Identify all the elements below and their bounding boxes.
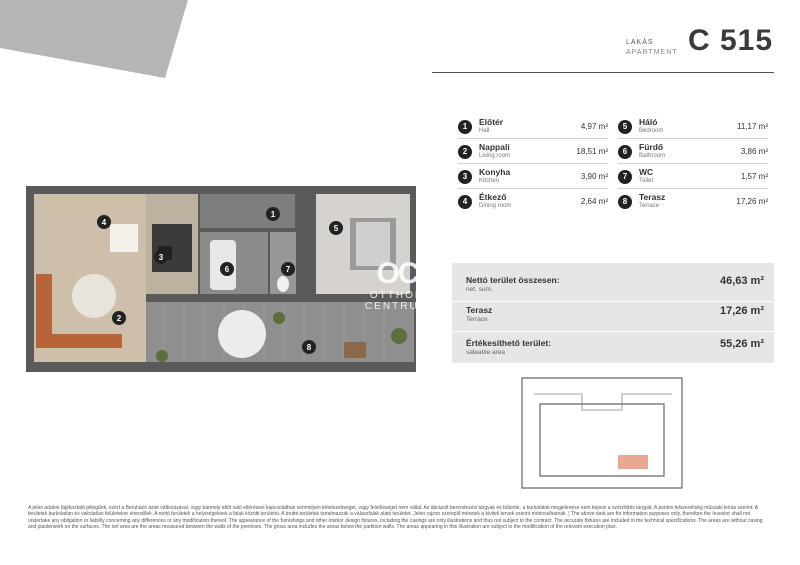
room-name-en: Terrace	[639, 203, 660, 209]
room-divider	[618, 188, 768, 189]
svg-text:6: 6	[224, 265, 230, 274]
apartment-location-highlight	[618, 455, 648, 469]
room-name: WC	[639, 167, 654, 177]
room-divider	[458, 188, 608, 189]
toilet	[277, 276, 289, 292]
svg-text:2: 2	[116, 314, 122, 323]
room-area: 1,57 m²	[740, 172, 768, 181]
parasol	[218, 310, 266, 358]
room-divider	[618, 163, 768, 164]
room-name-en: Toilet	[639, 178, 654, 184]
room-name-en: Dining room	[479, 203, 512, 209]
net-area-sublabel: net. sum.	[466, 286, 493, 293]
room-name: Előtér	[479, 117, 504, 127]
hall-floor	[200, 194, 295, 228]
room-item	[458, 115, 608, 139]
building-outline	[522, 378, 682, 488]
saleable-area-sublabel: saleable area	[466, 349, 506, 356]
room-area: 4,97 m²	[580, 122, 608, 131]
room-number-badge: 7	[618, 170, 632, 184]
watermark	[360, 258, 434, 312]
watermark-logo: OC	[376, 257, 418, 290]
summary-divider	[452, 331, 774, 332]
watermark-text-2: CENTRUM	[365, 301, 429, 312]
site-plan	[512, 370, 702, 500]
room-name: Háló	[639, 117, 658, 127]
room-number-badge: 1	[458, 120, 472, 134]
room-number-badge: 8	[618, 195, 632, 209]
room-name-en: Living room	[479, 153, 511, 159]
saleable-area-label: Értékesíthető terület:	[466, 338, 552, 348]
disclaimer: A jelen adatok tájékoztató jellegűek, ezért a Beruházó azok változásával, vagy bármely attól való eltéréssel kapcsolatban semmilyen kötelezettséget, vagy felelősséget nem vállal. Az ábrázolt berendezési tárgyak és bútorok, a burkolatok megjelenése nem képezi a szerződés tárgyát. A pontos felszereltség műszaki leírás szerint. A területek burkolatlan és vakolatlan felületekre értendőek. A nettó területek a helyiségeknek a falak közötti területei. A bruttó területek tartalmazzák a válaszfalak alatti területet. Jelen rajzon szereplő méretek a kiviteli tervek szerint módosulhatnak. | The above data are for information purposes only, therefore the Investor shall not undertake any obligation or liability concerning any differences or any modification thereof. The appearance of the furnishings and other interior design fixtures, including the casings are only illustrations and thus not subject to the contract. The accurate fixtures are included in the technical specifications. The areas are without casing and plasterwork on the surfaces. The net area are the areas measured between the walls of the premises. The gross area includes the areas below the partition walls. The areas appearing in this illustration are subject to the modification of the relevant execution plan.	[28, 505, 763, 531]
room-item	[458, 190, 608, 214]
terrace-area-label: Terasz	[466, 305, 493, 315]
room-item	[458, 140, 608, 164]
net-area-row	[466, 275, 764, 293]
apartment-label-hu: LAKÁS	[626, 39, 654, 46]
terrace-area-sublabel: Terrace	[466, 316, 488, 323]
building-inner-line	[534, 394, 672, 410]
room-name: Konyha	[479, 167, 511, 177]
terrace-area-value: 17,26 m²	[719, 305, 764, 317]
apartment-label	[626, 38, 678, 58]
svg-text:1: 1	[270, 210, 276, 219]
saleable-area-row	[466, 338, 764, 356]
room-number-badge: 3	[458, 170, 472, 184]
net-area-label: Nettó terület összesen:	[466, 275, 560, 285]
room-number-badge: 5	[618, 120, 632, 134]
rug	[72, 274, 116, 318]
svg-text:4: 4	[101, 218, 107, 227]
header-divider	[432, 72, 774, 73]
room-area: 3,86 m²	[740, 147, 768, 156]
room-area: 17,26 m²	[736, 197, 768, 206]
svg-text:8: 8	[306, 343, 312, 352]
room-item	[618, 190, 768, 214]
corner-decoration	[0, 0, 190, 80]
room-area: 3,90 m²	[580, 172, 608, 181]
watermark-text-1: OTTHON	[369, 290, 425, 301]
room-name-en: Bathroom	[639, 153, 666, 159]
terrace-table	[344, 342, 366, 358]
room-area: 11,17 m²	[737, 122, 768, 131]
room-item	[618, 140, 768, 164]
svg-text:3: 3	[158, 253, 164, 262]
room-name-en: Hall	[479, 128, 490, 134]
svg-text:5: 5	[333, 224, 339, 233]
room-item	[618, 165, 768, 189]
dining-table	[110, 224, 138, 252]
room-divider	[458, 163, 608, 164]
room-number-badge: 6	[618, 145, 632, 159]
net-area-value: 46,63 m²	[719, 275, 764, 287]
room-name: Nappali	[479, 142, 510, 152]
apartment-code: C 515	[688, 24, 774, 57]
svg-text:7: 7	[285, 265, 291, 274]
room-number-badge: 2	[458, 145, 472, 159]
terrace-area-row	[466, 305, 764, 323]
apartment-label-en: APARTMENT	[626, 49, 678, 56]
room-name-en: Kitchen	[479, 178, 500, 184]
room-item	[458, 165, 608, 189]
summary-divider	[452, 301, 774, 302]
room-name: Terasz	[639, 192, 666, 202]
room-name-en: Bedroom	[639, 128, 664, 134]
room-area: 18,51 m²	[576, 147, 608, 156]
room-number-badge: 4	[458, 195, 472, 209]
room-divider	[618, 138, 768, 139]
room-name: Étkező	[479, 192, 507, 202]
saleable-area-value: 55,26 m²	[719, 338, 764, 350]
room-area: 2,64 m²	[580, 197, 608, 206]
room-name: Fürdő	[639, 142, 664, 152]
room-item	[618, 115, 768, 139]
area-summary	[452, 263, 774, 363]
room-divider	[458, 138, 608, 139]
